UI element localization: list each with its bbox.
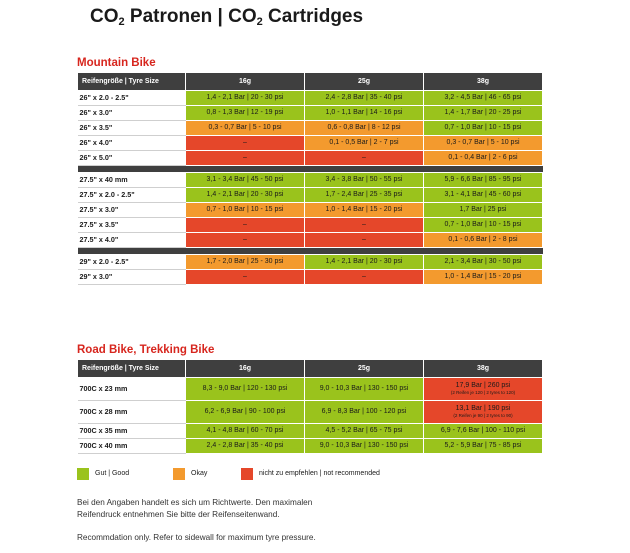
table-row <box>78 150 543 165</box>
guideline-note-de: Bei den Angaben handelt es sich um Richtwerte. Den maximalen Reifendruck entnehmen Sie bitte der Reifenseitenwand. <box>77 498 313 519</box>
table-row <box>78 120 543 135</box>
pressure-cell-25g: 1,7 - 2,4 Bar | 25 - 35 psi <box>305 187 424 202</box>
pressure-cell-38g: 3,2 - 4,5 Bar | 46 - 65 psi <box>424 90 543 105</box>
pressure-cell-38g: 5,9 - 6,6 Bar | 85 - 95 psi <box>424 172 543 187</box>
guideline-note-en: Recommdation only. Refer to sidewall for maximum tyre pressure. <box>77 533 316 542</box>
pressure-cell-25g: 9,0 - 10,3 Bar | 130 - 150 psi <box>305 377 424 400</box>
tyre-size-cell: 27.5" x 2.0 - 2.5" <box>78 187 186 202</box>
group-separator <box>78 247 543 254</box>
legend-swatch-bad <box>241 468 253 480</box>
tyre-size-cell: 26" x 5.0" <box>78 150 186 165</box>
table-row <box>78 172 543 187</box>
table-row <box>78 105 543 120</box>
pressure-cell-25g: – <box>305 217 424 232</box>
pressure-cell-16g: 6,2 - 6,9 Bar | 90 - 100 psi <box>186 400 305 423</box>
pressure-cell-16g: 3,1 - 3,4 Bar | 45 - 50 psi <box>186 172 305 187</box>
pressure-cell-25g: 2,4 - 2,8 Bar | 35 - 40 psi <box>305 90 424 105</box>
pressure-cell-25g: 3,4 - 3,8 Bar | 50 - 55 psi <box>305 172 424 187</box>
table-row <box>78 400 543 423</box>
road-bike-heading: Road Bike, Trekking Bike <box>77 344 215 356</box>
pressure-cell-25g: – <box>305 150 424 165</box>
legend-swatch-good <box>77 468 89 480</box>
pressure-cell-38g: 5,2 - 5,9 Bar | 75 - 85 psi <box>424 438 543 453</box>
pressure-cell-25g: 0,6 - 0,8 Bar | 8 - 12 psi <box>305 120 424 135</box>
pressure-cell-16g: 1,4 - 2,1 Bar | 20 - 30 psi <box>186 90 305 105</box>
legend-bad: nicht zu empfehlen | not recommended <box>241 468 380 480</box>
pressure-cell-16g: 1,7 - 2,0 Bar | 25 - 30 psi <box>186 254 305 269</box>
table-row <box>78 217 543 232</box>
pressure-cell-38g: 0,7 - 1,0 Bar | 10 - 15 psi <box>424 120 543 135</box>
pressure-cell-38g: 0,3 - 0,7 Bar | 5 - 10 psi <box>424 135 543 150</box>
pressure-cell-25g: 4,5 - 5,2 Bar | 65 - 75 psi <box>305 423 424 438</box>
tyre-size-cell: 700C x 23 mm <box>78 377 186 400</box>
header-25g: 25g <box>305 73 424 90</box>
table-row <box>78 438 543 453</box>
pressure-cell-25g: – <box>305 269 424 284</box>
pressure-cell-16g: – <box>186 232 305 247</box>
pressure-cell-25g: 1,0 - 1,4 Bar | 15 - 20 psi <box>305 202 424 217</box>
legend-good: Gut | Good <box>77 468 129 480</box>
pressure-cell-38g: 17,9 Bar | 260 psi (2 Reifen je 120 | 2 tyres to 120) <box>424 377 543 400</box>
mountain-bike-table <box>77 73 543 285</box>
table-row <box>78 202 543 217</box>
table-row <box>78 232 543 247</box>
legend-swatch-okay <box>173 468 185 480</box>
table-row <box>78 187 543 202</box>
header-25g: 25g <box>305 360 424 377</box>
tyre-size-cell: 700C x 40 mm <box>78 438 186 453</box>
table-row <box>78 269 543 284</box>
header-tyre-size: Reifengröße | Tyre Size <box>78 73 186 90</box>
pressure-cell-16g: 8,3 - 9,0 Bar | 120 - 130 psi <box>186 377 305 400</box>
header-tyre-size: Reifengröße | Tyre Size <box>78 360 186 377</box>
tyre-size-cell: 700C x 35 mm <box>78 423 186 438</box>
header-16g: 16g <box>186 73 305 90</box>
pressure-cell-38g: 3,1 - 4,1 Bar | 45 - 60 psi <box>424 187 543 202</box>
mountain-bike-heading: Mountain Bike <box>77 57 156 69</box>
tyre-size-cell: 26" x 3.5" <box>78 120 186 135</box>
tyre-size-cell: 26" x 3.0" <box>78 105 186 120</box>
pressure-cell-16g: 4,1 - 4,8 Bar | 60 - 70 psi <box>186 423 305 438</box>
table-row <box>78 377 543 400</box>
tyre-size-cell: 26" x 4.0" <box>78 135 186 150</box>
group-separator <box>78 165 543 172</box>
pressure-cell-25g: 0,1 - 0,5 Bar | 2 - 7 psi <box>305 135 424 150</box>
header-16g: 16g <box>186 360 305 377</box>
tyre-size-cell: 29" x 2.0 - 2.5" <box>78 254 186 269</box>
tyre-size-cell: 27.5" x 3.5" <box>78 217 186 232</box>
pressure-cell-25g: 9,0 - 10,3 Bar | 130 - 150 psi <box>305 438 424 453</box>
tyre-size-cell: 29" x 3.0" <box>78 269 186 284</box>
pressure-cell-16g: 0,8 - 1,3 Bar | 12 - 19 psi <box>186 105 305 120</box>
pressure-cell-16g: – <box>186 269 305 284</box>
pressure-cell-16g: – <box>186 135 305 150</box>
table-row <box>78 135 543 150</box>
road-bike-table <box>77 360 543 454</box>
header-38g: 38g <box>424 360 543 377</box>
pressure-cell-25g: 1,4 - 2,1 Bar | 20 - 30 psi <box>305 254 424 269</box>
pressure-cell-38g: 0,1 - 0,4 Bar | 2 - 6 psi <box>424 150 543 165</box>
pressure-cell-16g: 2,4 - 2,8 Bar | 35 - 40 psi <box>186 438 305 453</box>
table-row <box>78 90 543 105</box>
tyre-size-cell: 27.5" x 40 mm <box>78 172 186 187</box>
page-title: $CO_2$ Patronen | $CO_2$ Cartridges <box>90 6 364 28</box>
pressure-cell-38g: 1,7 Bar | 25 psi <box>424 202 543 217</box>
pressure-cell-25g: – <box>305 232 424 247</box>
table-row <box>78 423 543 438</box>
pressure-cell-38g: 6,9 - 7,6 Bar | 100 - 110 psi <box>424 423 543 438</box>
pressure-cell-16g: – <box>186 217 305 232</box>
pressure-cell-38g: 0,7 - 1,0 Bar | 10 - 15 psi <box>424 217 543 232</box>
pressure-cell-25g: 1,0 - 1,1 Bar | 14 - 16 psi <box>305 105 424 120</box>
tyre-size-cell: 700C x 28 mm <box>78 400 186 423</box>
tyre-size-cell: 27.5" x 3.0" <box>78 202 186 217</box>
pressure-cell-16g: 0,3 - 0,7 Bar | 5 - 10 psi <box>186 120 305 135</box>
pressure-cell-16g: 1,4 - 2,1 Bar | 20 - 30 psi <box>186 187 305 202</box>
pressure-cell-38g: 1,0 - 1,4 Bar | 15 - 20 psi <box>424 269 543 284</box>
tyre-size-cell: 27.5" x 4.0" <box>78 232 186 247</box>
pressure-cell-38g: 1,4 - 1,7 Bar | 20 - 25 psi <box>424 105 543 120</box>
pressure-cell-38g: 0,1 - 0,6 Bar | 2 - 8 psi <box>424 232 543 247</box>
pressure-cell-38g: 2,1 - 3,4 Bar | 30 - 50 psi <box>424 254 543 269</box>
pressure-cell-16g: – <box>186 150 305 165</box>
pressure-cell-25g: 6,9 - 8,3 Bar | 100 - 120 psi <box>305 400 424 423</box>
pressure-cell-16g: 0,7 - 1,0 Bar | 10 - 15 psi <box>186 202 305 217</box>
legend-okay: Okay <box>173 468 207 480</box>
header-38g: 38g <box>424 73 543 90</box>
pressure-cell-38g: 13,1 Bar | 190 psi (2 Reifen je 90 | 2 tyres to 90) <box>424 400 543 423</box>
table-row <box>78 254 543 269</box>
tyre-size-cell: 26" x 2.0 - 2.5" <box>78 90 186 105</box>
